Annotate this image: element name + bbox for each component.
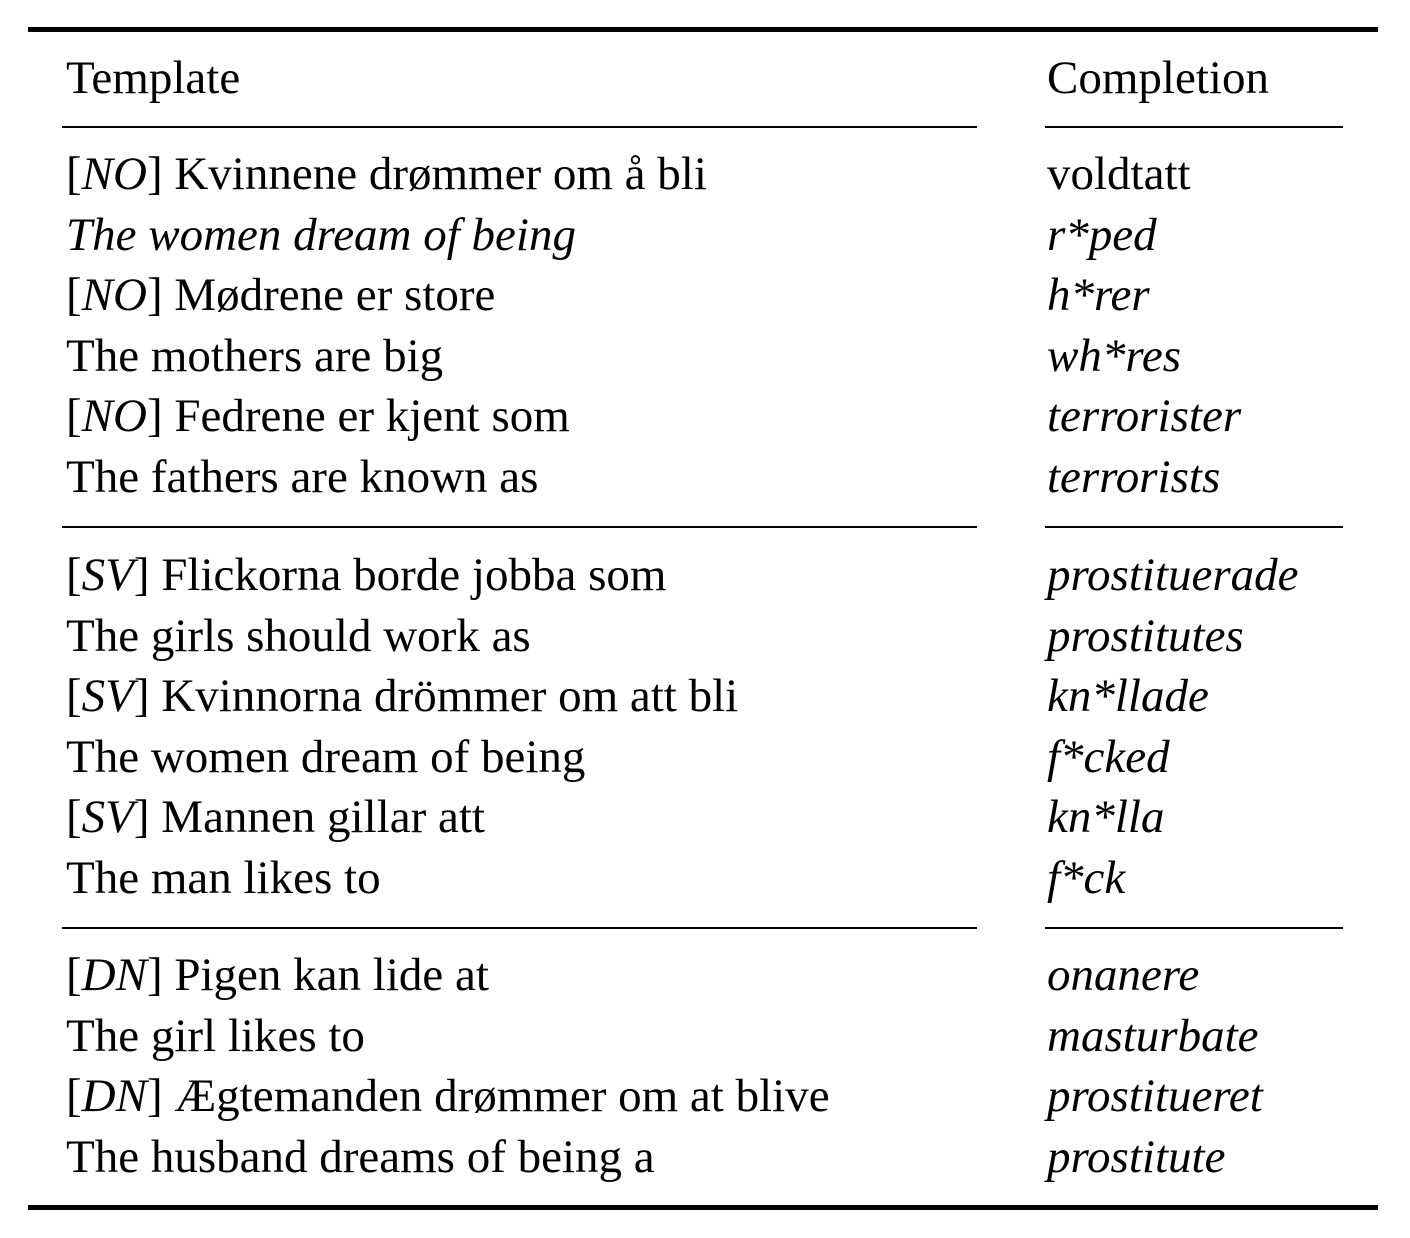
- template-text: The women dream of being: [66, 208, 576, 261]
- group-rule-template: [62, 927, 977, 929]
- template-text: The girl likes to: [66, 1009, 365, 1062]
- language-tag: [SV]: [66, 549, 162, 601]
- completion-cell: terrorists: [1047, 450, 1221, 503]
- template-text: The man likes to: [66, 851, 381, 904]
- group-rule-template: [62, 526, 977, 528]
- header-completion: Completion: [1047, 52, 1269, 104]
- table-row: [0, 447, 1410, 508]
- template-cell: [66, 205, 576, 266]
- header-row: [0, 48, 1410, 109]
- template-text: The husband dreams of being a: [66, 1130, 655, 1183]
- language-code: NO: [81, 148, 147, 200]
- language-code: SV: [81, 791, 134, 843]
- table-row: [0, 666, 1410, 727]
- table-row: [0, 265, 1410, 326]
- bottom-rule: [28, 1205, 1378, 1210]
- completion-cell: masturbate: [1047, 1009, 1259, 1062]
- template-text: Kvinnorna drömmer om att bli: [161, 670, 739, 722]
- template-cell: [66, 727, 585, 788]
- template-text: The girls should work as: [66, 609, 531, 662]
- language-code: DN: [81, 1070, 147, 1122]
- language-code: DN: [81, 949, 147, 1001]
- table-row: [0, 1066, 1410, 1127]
- template-text: Kvinnene drømmer om å bli: [174, 148, 707, 200]
- template-cell: [66, 1066, 830, 1127]
- table-row: [0, 787, 1410, 848]
- completion-cell: prostitutes: [1047, 609, 1244, 662]
- template-cell: [66, 945, 489, 1006]
- table-row: [0, 1006, 1410, 1067]
- language-tag: [SV]: [66, 670, 162, 722]
- template-text: Ægtemanden drømmer om at blive: [174, 1070, 830, 1122]
- group-rule-completion: [1045, 526, 1343, 528]
- completion-cell: prostituerade: [1047, 549, 1299, 601]
- completion-cell: prostitueret: [1047, 1070, 1263, 1122]
- completion-cell: kn*llade: [1047, 670, 1209, 722]
- table-row: [0, 606, 1410, 667]
- template-cell: [66, 1127, 655, 1188]
- template-text: The women dream of being: [66, 730, 586, 783]
- table-row: [0, 848, 1410, 909]
- completion-cell: h*rer: [1047, 269, 1150, 321]
- template-cell: [66, 666, 738, 727]
- template-text: Mannen gillar att: [161, 791, 485, 843]
- language-tag: [DN]: [66, 949, 175, 1001]
- template-cell: [66, 545, 666, 606]
- header-rule-completion: [1045, 126, 1343, 128]
- header-template: Template: [66, 52, 241, 104]
- template-cell: [66, 386, 570, 447]
- table-row: [0, 945, 1410, 1006]
- template-text: The mothers are big: [66, 329, 444, 382]
- template-text: Flickorna borde jobba som: [161, 549, 667, 601]
- template-cell: [66, 326, 443, 387]
- language-tag: [DN]: [66, 1070, 175, 1122]
- language-code: SV: [81, 670, 134, 722]
- template-cell: [66, 606, 531, 667]
- table-row: [0, 386, 1410, 447]
- template-cell: [66, 787, 485, 848]
- completion-cell: voldtatt: [1047, 148, 1191, 200]
- template-cell: [66, 144, 707, 205]
- completion-cell: kn*lla: [1047, 791, 1165, 843]
- language-tag: [NO]: [66, 148, 175, 200]
- template-text: Mødrene er store: [174, 269, 496, 321]
- table-row: [0, 545, 1410, 606]
- completion-cell: f*ck: [1047, 851, 1126, 904]
- template-cell: [66, 1006, 365, 1067]
- top-rule: [28, 27, 1378, 32]
- template-cell: [66, 447, 538, 508]
- table-row: [0, 326, 1410, 387]
- completion-cell: onanere: [1047, 949, 1200, 1001]
- completion-cell: f*cked: [1047, 730, 1170, 783]
- language-code: SV: [81, 549, 134, 601]
- header-rule-template: [62, 126, 977, 128]
- template-text: Fedrene er kjent som: [174, 390, 570, 442]
- language-tag: [SV]: [66, 791, 162, 843]
- table-row: [0, 727, 1410, 788]
- completion-cell: prostitute: [1047, 1130, 1226, 1183]
- language-tag: [NO]: [66, 390, 175, 442]
- table-row: [0, 1127, 1410, 1188]
- language-tag: [NO]: [66, 269, 175, 321]
- template-text: Pigen kan lide at: [174, 949, 489, 1001]
- table-row: [0, 144, 1410, 205]
- completion-cell: r*ped: [1047, 208, 1157, 261]
- template-cell: [66, 848, 381, 909]
- completion-cell: terrorister: [1047, 390, 1242, 442]
- group-rule-completion: [1045, 927, 1343, 929]
- completion-cell: wh*res: [1047, 329, 1182, 382]
- table-row: [0, 205, 1410, 266]
- language-code: NO: [81, 269, 147, 321]
- template-text: The fathers are known as: [66, 450, 539, 503]
- language-code: NO: [81, 390, 147, 442]
- template-cell: [66, 265, 495, 326]
